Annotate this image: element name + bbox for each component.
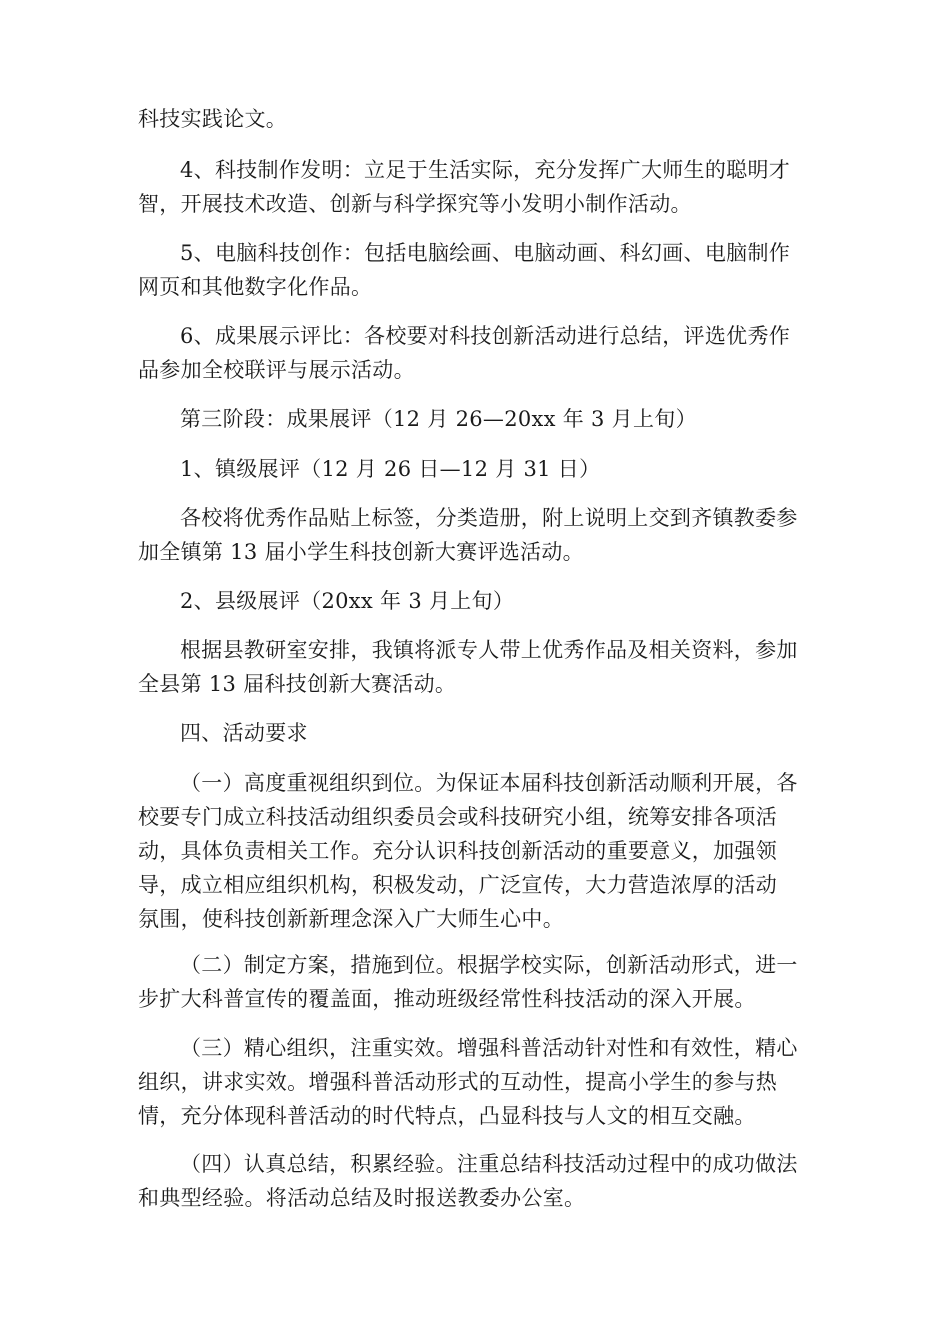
paragraph-item-5: 5、电脑科技创作：包括电脑绘画、电脑动画、科幻画、电脑制作 网页和其他数字化作品。 (138, 241, 791, 299)
paragraph-town-review: 各校将优秀作品贴上标签，分类造册，附上说明上交到齐镇教委参 加全镇第 13 届小学生科技创新大赛评选活动。 (138, 506, 798, 564)
paragraph-county-review: 根据县教研室安排，我镇将派专人带上优秀作品及相关资料，参加 全县第 13 届科技创新大赛活动。 (138, 638, 798, 696)
paragraph-item-4: 4、科技制作发明：立足于生活实际，充分发挥广大师生的聪明才 智，开展技术改造、创新与科学探究等小发明小制作活动。 (138, 158, 791, 216)
paragraph-continuation: 科技实践论文。 (138, 107, 288, 131)
paragraph-item-6: 6、成果展示评比：各校要对科技创新活动进行总结，评选优秀作 品参加全校联评与展示活动。 (138, 324, 791, 382)
subheading-town-review: 1、镇级展评（12 月 26 日—12 月 31 日） (180, 457, 601, 481)
section-stage-three: 第三阶段：成果展评（12 月 26—20xx 年 3 月上旬） (180, 407, 697, 431)
requirement-1: （一）高度重视组织到位。为保证本届科技创新活动顺利开展，各 校要专门成立科技活动组织委员会或科技研究小组，统筹安排各项活 动，具体负责相关工作。充分认识科技创新活动的重要意义，加强领 导，成立相应组织机构，积极发动，广泛宣传，大力营造浓厚的活动 氛围，使科技创新新理念深入广大师生心中。 (138, 771, 798, 931)
requirement-3: （三）精心组织，注重实效。增强科普活动针对性和有效性，精心 组织，讲求实效。增强科普活动形式的互动性，提高小学生的参与热 情，充分体现科普活动的时代特点，凸显科技与人文的相互交融。 (138, 1036, 798, 1128)
section-heading-requirements: 四、活动要求 (180, 721, 308, 745)
requirement-2: （二）制定方案，措施到位。根据学校实际，创新活动形式，进一 步扩大科普宣传的覆盖面，推动班级经常性科技活动的深入开展。 (138, 953, 798, 1011)
requirement-4: （四）认真总结，积累经验。注重总结科技活动过程中的成功做法 和典型经验。将活动总结及时报送教委办公室。 (138, 1152, 798, 1210)
subheading-county-review: 2、县级展评（20xx 年 3 月上旬） (180, 589, 515, 613)
